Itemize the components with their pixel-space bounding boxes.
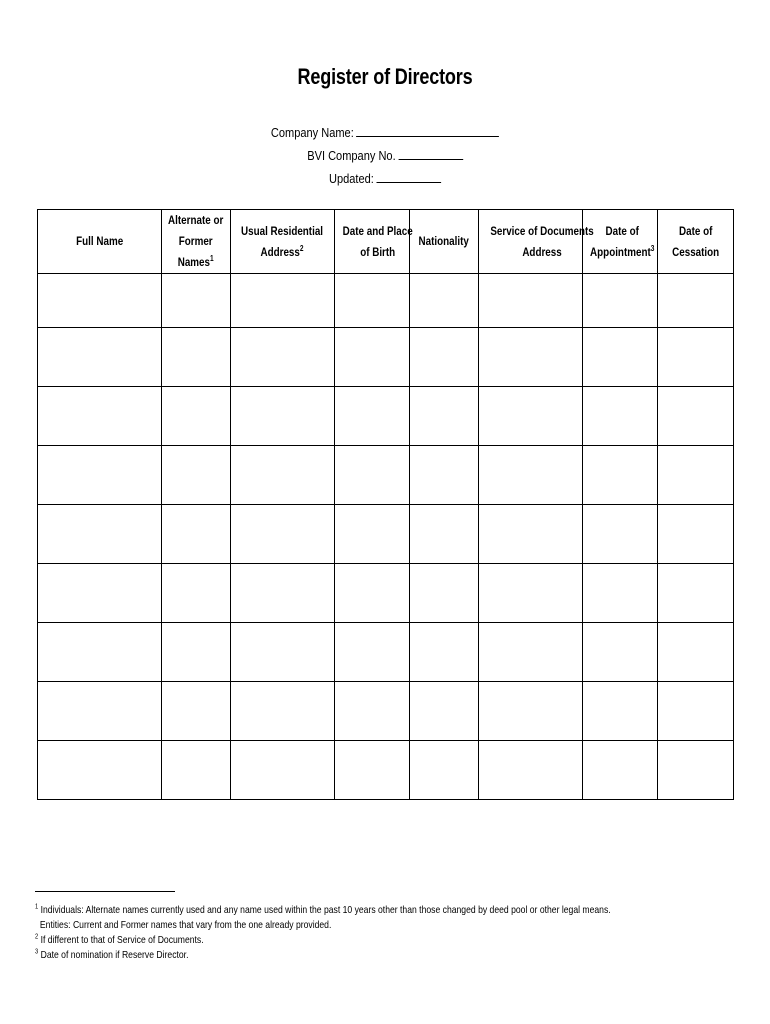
updated-label: Updated: <box>328 171 374 186</box>
table-cell[interactable] <box>231 505 335 564</box>
table-cell[interactable] <box>231 623 335 682</box>
table-cell[interactable] <box>335 387 410 446</box>
table-cell[interactable] <box>38 564 162 623</box>
table-cell[interactable] <box>658 564 734 623</box>
table-cell[interactable] <box>479 564 583 623</box>
table-cell[interactable] <box>410 328 479 387</box>
table-cell[interactable] <box>658 446 734 505</box>
table-cell[interactable] <box>583 274 658 328</box>
table-cell[interactable] <box>231 274 335 328</box>
table-row <box>38 274 734 328</box>
bvi-company-no-label: BVI Company No. <box>307 148 396 163</box>
table-cell[interactable] <box>658 328 734 387</box>
table-cell[interactable] <box>479 387 583 446</box>
updated-line <box>58 170 713 186</box>
table-row <box>38 623 734 682</box>
table-row <box>38 682 734 741</box>
table-cell[interactable] <box>410 387 479 446</box>
table-cell[interactable] <box>335 682 410 741</box>
column-header-alternate-names: Alternate or Former Names$^1$ <box>162 210 231 274</box>
table-cell[interactable] <box>658 741 734 800</box>
table-cell[interactable] <box>479 682 583 741</box>
table-row <box>38 387 734 446</box>
company-name-blank[interactable] <box>356 124 499 137</box>
table-cell[interactable] <box>162 274 231 328</box>
table-cell[interactable] <box>410 682 479 741</box>
table-cell[interactable] <box>410 274 479 328</box>
column-header-full-name: Full Name <box>38 210 162 274</box>
table-cell[interactable] <box>479 446 583 505</box>
table-cell[interactable] <box>658 623 734 682</box>
table-cell[interactable] <box>231 741 335 800</box>
table-cell[interactable] <box>162 328 231 387</box>
table-cell[interactable] <box>38 328 162 387</box>
column-header-service-address: Service of Documents Address <box>479 210 583 274</box>
updated-blank[interactable] <box>376 170 441 183</box>
table-cell[interactable] <box>583 328 658 387</box>
table-row <box>38 564 734 623</box>
table-row <box>38 446 734 505</box>
table-cell[interactable] <box>38 741 162 800</box>
company-name-label: Company Name: <box>270 125 354 140</box>
table-cell[interactable] <box>162 741 231 800</box>
table-cell[interactable] <box>335 623 410 682</box>
table-cell[interactable] <box>38 274 162 328</box>
table-row <box>38 328 734 387</box>
table-cell[interactable] <box>231 682 335 741</box>
table-cell[interactable] <box>410 446 479 505</box>
table-cell[interactable] <box>231 446 335 505</box>
table-cell[interactable] <box>410 741 479 800</box>
table-row <box>38 505 734 564</box>
table-cell[interactable] <box>583 446 658 505</box>
column-header-birth: Date and Place of Birth <box>335 210 410 274</box>
column-header-residential-address: Usual Residential Address$^2$ <box>231 210 335 274</box>
table-cell[interactable] <box>38 505 162 564</box>
table-cell[interactable] <box>583 623 658 682</box>
bvi-company-no-line <box>58 147 713 163</box>
table-cell[interactable] <box>479 741 583 800</box>
table-cell[interactable] <box>583 387 658 446</box>
directors-table <box>37 209 734 800</box>
table-cell[interactable] <box>658 505 734 564</box>
table-cell[interactable] <box>231 564 335 623</box>
table-cell[interactable] <box>38 446 162 505</box>
table-cell[interactable] <box>162 505 231 564</box>
table-cell[interactable] <box>479 623 583 682</box>
table-cell[interactable] <box>335 564 410 623</box>
table-cell[interactable] <box>658 387 734 446</box>
page-title: Register of Directors <box>297 64 473 89</box>
table-cell[interactable] <box>479 505 583 564</box>
table-cell[interactable] <box>335 505 410 564</box>
footnote-1: $^1$ Individuals: Alternate names currently used and any name used within the past 10 years other than those changed by deed pool or other legal means. <box>35 903 611 916</box>
table-cell[interactable] <box>583 741 658 800</box>
company-name-line <box>58 124 713 140</box>
table-row <box>38 741 734 800</box>
table-cell[interactable] <box>410 505 479 564</box>
table-cell[interactable] <box>479 328 583 387</box>
table-cell[interactable] <box>162 682 231 741</box>
column-header-appointment: Date of Appointment$^3$ <box>583 210 658 274</box>
table-cell[interactable] <box>162 623 231 682</box>
table-cell[interactable] <box>583 564 658 623</box>
table-cell[interactable] <box>162 387 231 446</box>
table-cell[interactable] <box>335 446 410 505</box>
footnote-1-continued: Entities: Current and Former names that vary from the one already provided. <box>39 919 332 931</box>
table-cell[interactable] <box>162 446 231 505</box>
table-cell[interactable] <box>38 623 162 682</box>
table-cell[interactable] <box>479 274 583 328</box>
table-cell[interactable] <box>335 274 410 328</box>
table-cell[interactable] <box>583 505 658 564</box>
footnotes <box>35 903 735 963</box>
bvi-company-no-blank[interactable] <box>398 147 463 160</box>
table-cell[interactable] <box>583 682 658 741</box>
table-cell[interactable] <box>335 741 410 800</box>
table-cell[interactable] <box>38 387 162 446</box>
column-header-cessation: Date of Cessation <box>658 210 734 274</box>
table-cell[interactable] <box>162 564 231 623</box>
table-cell[interactable] <box>335 328 410 387</box>
footnote-2: $^2$ If different to that of Service of Documents. <box>35 933 204 946</box>
table-cell[interactable] <box>658 274 734 328</box>
table-cell[interactable] <box>231 387 335 446</box>
table-cell[interactable] <box>410 564 479 623</box>
footnote-3: $^3$ Date of nomination if Reserve Director. <box>35 948 189 961</box>
header-row <box>38 210 734 274</box>
table-cell[interactable] <box>231 328 335 387</box>
table-cell[interactable] <box>658 682 734 741</box>
table-body <box>38 274 734 800</box>
footnote-divider <box>35 891 175 892</box>
table-cell[interactable] <box>38 682 162 741</box>
column-header-nationality: Nationality <box>410 210 479 274</box>
table-cell[interactable] <box>410 623 479 682</box>
